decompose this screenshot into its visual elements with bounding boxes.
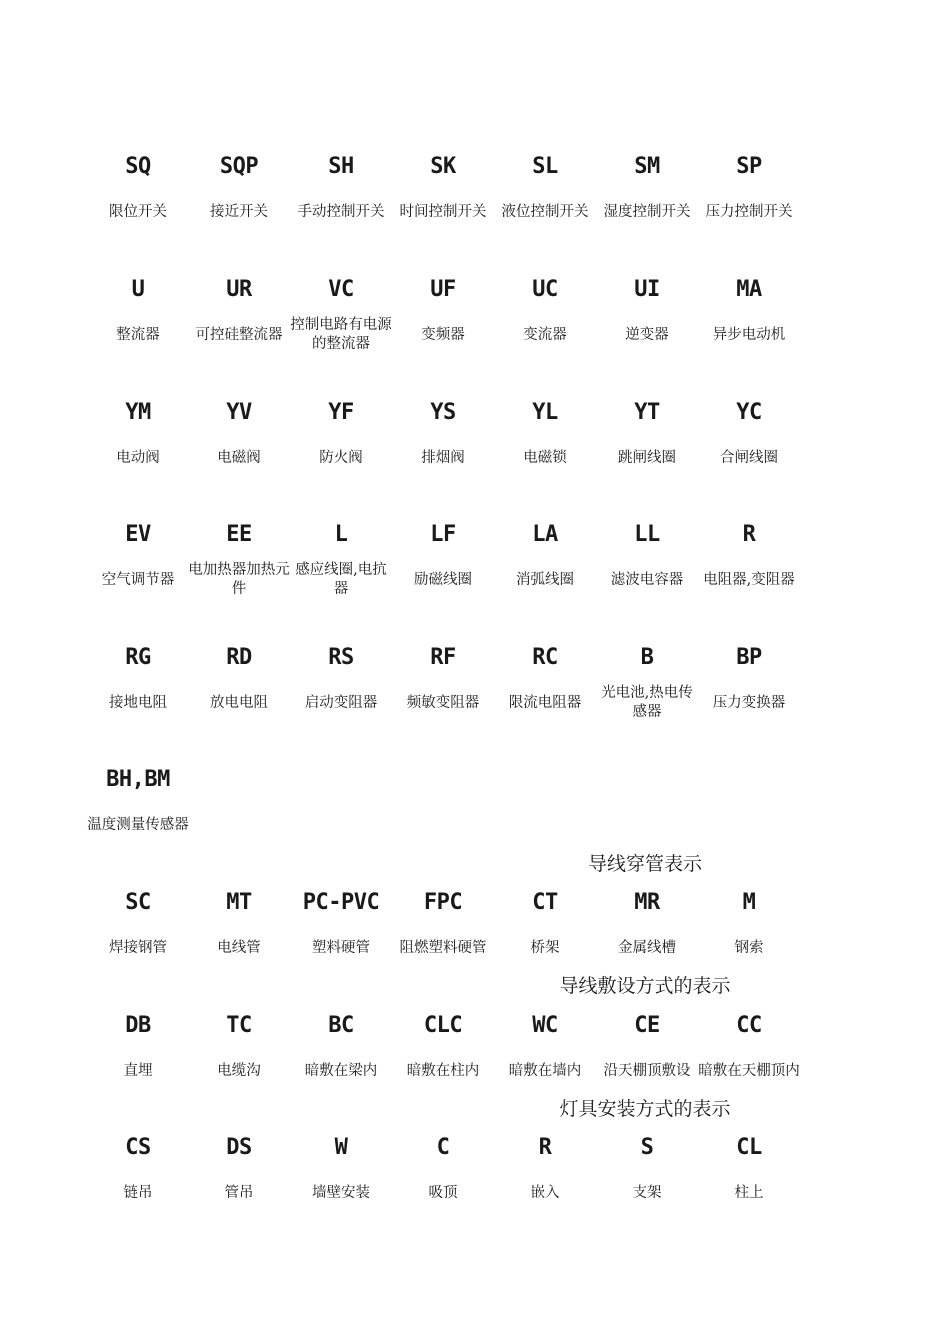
symbol-label: 阻燃塑料硬管 bbox=[399, 939, 487, 956]
symbol-label: 金属线槽 bbox=[618, 939, 676, 956]
symbol-label: 限位开关 bbox=[109, 203, 167, 220]
symbol-code: CS bbox=[125, 1135, 151, 1160]
symbol-code: DB bbox=[125, 1013, 151, 1038]
symbol-code: L bbox=[334, 522, 348, 547]
symbol-code: LL bbox=[634, 522, 660, 547]
symbol-code: YC bbox=[736, 400, 762, 425]
symbol-label: 直埋 bbox=[123, 1062, 153, 1079]
symbol-label: 放电电阻 bbox=[210, 694, 268, 711]
symbol-label: 滤波电容器 bbox=[610, 571, 684, 588]
symbol-label: 电阻器,变阻器 bbox=[703, 571, 795, 588]
symbol-code: SH bbox=[328, 154, 354, 179]
symbol-label: 限流电阻器 bbox=[508, 694, 582, 711]
symbol-code: BH,BM bbox=[106, 767, 170, 792]
symbol-label: 变频器 bbox=[421, 326, 465, 343]
symbol-label: 电动阀 bbox=[116, 449, 160, 466]
section-title: 导线敷设方式的表示 bbox=[559, 975, 731, 997]
symbol-label: 暗敷在天棚顶内 bbox=[698, 1062, 800, 1079]
symbol-code: VC bbox=[328, 277, 354, 302]
symbol-label: 电缆沟 bbox=[217, 1062, 261, 1079]
symbol-label: 暗敷在墙内 bbox=[508, 1062, 582, 1079]
symbol-code: YM bbox=[125, 400, 151, 425]
symbol-label: 接近开关 bbox=[210, 203, 268, 220]
symbol-code: SQP bbox=[219, 154, 259, 179]
symbol-code: RD bbox=[226, 645, 252, 670]
symbol-code: MA bbox=[736, 277, 762, 302]
symbol-code: YT bbox=[634, 400, 660, 425]
symbol-label: 跳闸线圈 bbox=[618, 449, 676, 466]
symbol-label: 电磁阀 bbox=[217, 449, 261, 466]
symbol-code: YL bbox=[532, 400, 558, 425]
symbol-label: 可控硅整流器 bbox=[195, 326, 283, 343]
symbol-code: U bbox=[131, 277, 145, 302]
symbol-label: 墙壁安装 bbox=[312, 1184, 370, 1201]
symbol-code: YS bbox=[430, 400, 456, 425]
symbol-label: 异步电动机 bbox=[712, 326, 786, 343]
symbol-code: UR bbox=[226, 277, 252, 302]
symbol-code: PC-PVC bbox=[302, 890, 380, 915]
symbol-code: SK bbox=[430, 154, 456, 179]
symbol-label: 塑料硬管 bbox=[312, 939, 370, 956]
symbol-label: 时间控制开关 bbox=[399, 203, 487, 220]
symbol-code: SL bbox=[532, 154, 558, 179]
symbol-code: EE bbox=[226, 522, 252, 547]
symbol-code: R bbox=[538, 1135, 552, 1160]
symbol-code: UI bbox=[634, 277, 660, 302]
symbol-code: SM bbox=[634, 154, 660, 179]
symbol-code: RF bbox=[430, 645, 456, 670]
section-title: 灯具安装方式的表示 bbox=[559, 1098, 731, 1120]
symbol-label: 防火阀 bbox=[319, 449, 363, 466]
symbol-code: EV bbox=[125, 522, 151, 547]
symbol-label: 励磁线圈 bbox=[414, 571, 472, 588]
symbol-code: S bbox=[640, 1135, 654, 1160]
symbol-code: CE bbox=[634, 1013, 660, 1038]
symbol-label: 电磁锁 bbox=[523, 449, 567, 466]
symbol-code: RC bbox=[532, 645, 558, 670]
symbol-code: RS bbox=[328, 645, 354, 670]
symbol-code: CL bbox=[736, 1135, 762, 1160]
symbol-code: LA bbox=[532, 522, 558, 547]
symbol-label: 光电池,热电传感器 bbox=[601, 685, 693, 720]
symbol-code: SC bbox=[125, 890, 151, 915]
symbol-code: LF bbox=[430, 522, 456, 547]
symbol-label: 频敏变阻器 bbox=[406, 694, 480, 711]
symbol-label: 焊接钢管 bbox=[109, 939, 167, 956]
symbol-label: 支架 bbox=[632, 1184, 662, 1201]
symbol-label: 柱上 bbox=[734, 1184, 764, 1201]
symbol-label: 电加热器加热元件 bbox=[188, 562, 290, 597]
symbol-label: 液位控制开关 bbox=[501, 203, 589, 220]
symbol-code: R bbox=[742, 522, 756, 547]
symbol-label: 暗敷在梁内 bbox=[304, 1062, 378, 1079]
symbol-code: FPC bbox=[423, 890, 463, 915]
symbol-label: 合闸线圈 bbox=[720, 449, 778, 466]
symbol-label: 消弧线圈 bbox=[516, 571, 574, 588]
symbol-label: 桥架 bbox=[530, 939, 560, 956]
symbol-code: CC bbox=[736, 1013, 762, 1038]
symbol-label: 温度测量传感器 bbox=[87, 816, 189, 833]
symbol-code: UC bbox=[532, 277, 558, 302]
symbol-label: 排烟阀 bbox=[421, 449, 465, 466]
symbol-code: WC bbox=[532, 1013, 558, 1038]
symbol-label: 吸顶 bbox=[428, 1184, 458, 1201]
symbol-label: 空气调节器 bbox=[101, 571, 175, 588]
symbol-label: 管吊 bbox=[224, 1184, 254, 1201]
symbol-label: 链吊 bbox=[123, 1184, 153, 1201]
symbol-label: 启动变阻器 bbox=[304, 694, 378, 711]
symbol-code: SP bbox=[736, 154, 762, 179]
symbol-code: SQ bbox=[125, 154, 151, 179]
symbol-code: DS bbox=[226, 1135, 252, 1160]
symbol-label: 嵌入 bbox=[530, 1184, 560, 1201]
symbol-code: BP bbox=[736, 645, 762, 670]
symbol-label: 变流器 bbox=[523, 326, 567, 343]
symbol-code: TC bbox=[226, 1013, 252, 1038]
symbol-code: C bbox=[436, 1135, 450, 1160]
symbol-label: 整流器 bbox=[116, 326, 160, 343]
symbol-label: 电线管 bbox=[217, 939, 261, 956]
symbol-code: M bbox=[742, 890, 756, 915]
symbol-label: 逆变器 bbox=[625, 326, 669, 343]
symbol-label: 手动控制开关 bbox=[297, 203, 385, 220]
symbol-label: 控制电路有电源的整流器 bbox=[290, 317, 392, 352]
symbol-code: CLC bbox=[423, 1013, 463, 1038]
symbol-code: W bbox=[334, 1135, 348, 1160]
symbol-code: CT bbox=[532, 890, 558, 915]
symbol-code: RG bbox=[125, 645, 151, 670]
symbol-code: YF bbox=[328, 400, 354, 425]
symbol-code: B bbox=[640, 645, 654, 670]
symbol-code: MR bbox=[634, 890, 660, 915]
symbol-label: 压力控制开关 bbox=[705, 203, 793, 220]
symbol-label: 暗敷在柱内 bbox=[406, 1062, 480, 1079]
symbol-code: BC bbox=[328, 1013, 354, 1038]
symbol-label: 沿天棚顶敷设 bbox=[603, 1062, 691, 1079]
section-title: 导线穿管表示 bbox=[587, 853, 702, 875]
symbol-label: 湿度控制开关 bbox=[603, 203, 691, 220]
symbol-label: 感应线圈,电抗器 bbox=[295, 562, 387, 597]
symbol-code: YV bbox=[226, 400, 252, 425]
symbol-code: UF bbox=[430, 277, 456, 302]
symbol-label: 接地电阻 bbox=[109, 694, 167, 711]
symbol-label: 钢索 bbox=[734, 939, 764, 956]
symbol-label: 压力变换器 bbox=[712, 694, 786, 711]
symbol-code: MT bbox=[226, 890, 252, 915]
